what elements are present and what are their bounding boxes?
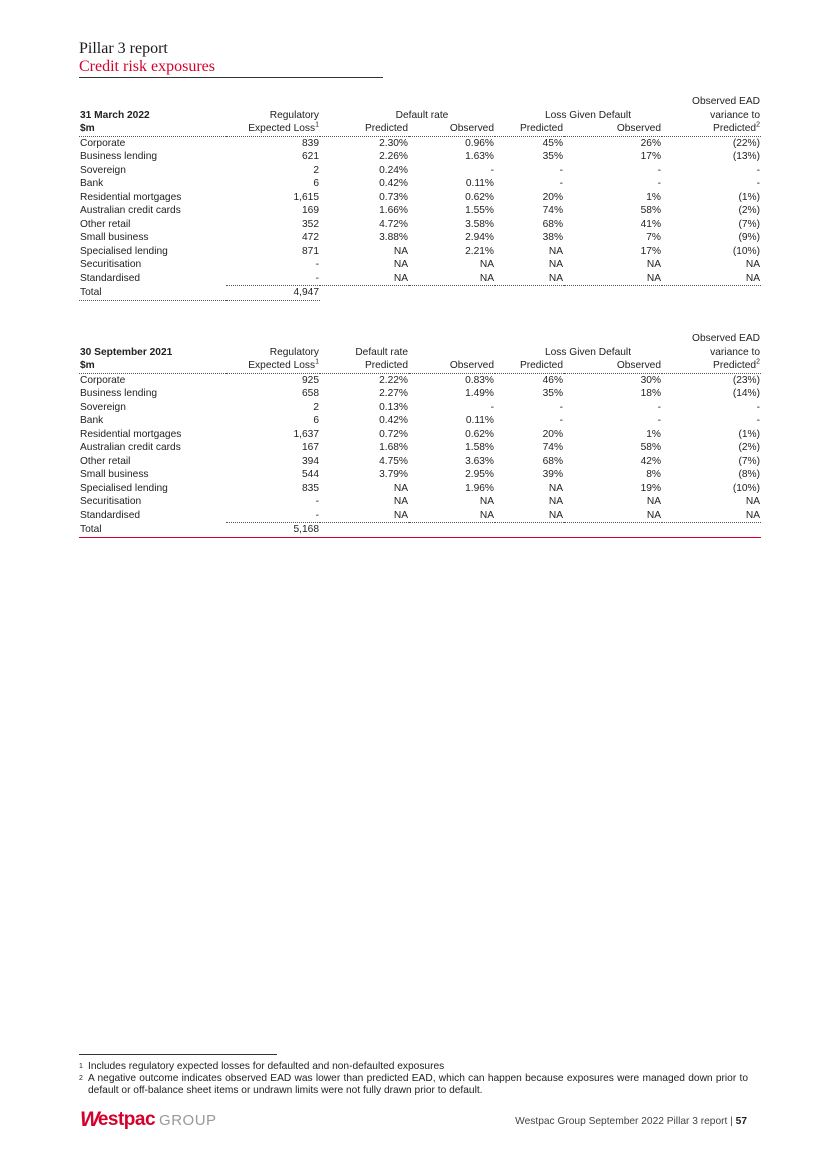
footnote-2 bbox=[79, 1073, 749, 1097]
ead-variance: (14%) bbox=[732, 388, 760, 400]
col-lgd-observed: Observed bbox=[564, 122, 662, 136]
default-rate-predicted: NA bbox=[393, 482, 408, 494]
row-label: Business lending bbox=[80, 388, 158, 400]
lgd-observed: 1% bbox=[646, 428, 661, 440]
regulatory-expected-loss: 544 bbox=[302, 469, 319, 481]
lgd-predicted: NA bbox=[548, 496, 563, 508]
default-rate-observed: - bbox=[490, 164, 494, 176]
default-rate-predicted: 0.42% bbox=[379, 415, 408, 427]
col-regulatory-bottom: Expected Loss$^1$ bbox=[226, 122, 320, 136]
regulatory-expected-loss: 871 bbox=[302, 245, 319, 257]
ead-variance: (1%) bbox=[738, 428, 760, 440]
default-rate-observed: NA bbox=[479, 259, 494, 271]
lgd-observed: 18% bbox=[640, 388, 661, 400]
row-label: Business lending bbox=[80, 151, 158, 163]
page-footer bbox=[515, 1116, 747, 1127]
table-row bbox=[79, 401, 761, 415]
group-loss-given-default: Loss Given Default bbox=[544, 346, 632, 358]
lgd-observed: NA bbox=[564, 272, 662, 286]
regulatory-expected-loss: 1,637 bbox=[293, 428, 319, 440]
lgd-predicted: - bbox=[559, 178, 563, 190]
regulatory-expected-loss: 925 bbox=[302, 374, 319, 386]
col-regulatory-top: Regulatory bbox=[269, 346, 319, 358]
lgd-observed: 8% bbox=[646, 469, 661, 481]
logo-group-word: GROUP bbox=[159, 1111, 217, 1129]
default-rate-predicted: 0.72% bbox=[379, 428, 408, 440]
table-row bbox=[79, 218, 761, 232]
lgd-observed: 17% bbox=[640, 245, 661, 257]
westpac-group-logo bbox=[80, 1110, 217, 1130]
lgd-observed: 19% bbox=[640, 482, 661, 494]
total-row bbox=[79, 523, 761, 538]
col-ead-mid: variance to bbox=[710, 346, 760, 358]
lgd-predicted: 35% bbox=[542, 151, 563, 163]
total-value: 5,168 bbox=[226, 523, 320, 538]
row-label: Corporate bbox=[80, 137, 126, 149]
row-label: Small business bbox=[80, 232, 149, 244]
default-rate-predicted: NA bbox=[393, 259, 408, 271]
default-rate-observed: 0.83% bbox=[465, 374, 494, 386]
total-label: Total bbox=[79, 523, 226, 538]
logo-brand: estpac bbox=[97, 1109, 156, 1130]
default-rate-observed: 0.62% bbox=[465, 428, 494, 440]
lgd-predicted: 74% bbox=[542, 442, 563, 454]
lgd-observed: NA bbox=[564, 509, 662, 523]
row-label: Specialised lending bbox=[80, 245, 168, 257]
lgd-predicted: NA bbox=[548, 482, 563, 494]
row-label: Bank bbox=[80, 415, 104, 427]
default-rate-predicted: NA bbox=[393, 496, 408, 508]
footnote-divider bbox=[79, 1054, 277, 1055]
row-label: Australian credit cards bbox=[80, 205, 181, 217]
lgd-predicted: 39% bbox=[542, 469, 563, 481]
lgd-predicted: NA bbox=[495, 509, 564, 523]
default-rate-observed: - bbox=[490, 401, 494, 413]
table-row bbox=[79, 258, 761, 272]
regulatory-expected-loss: - bbox=[226, 509, 320, 523]
row-label: Australian credit cards bbox=[80, 442, 181, 454]
ead-variance: (7%) bbox=[738, 218, 760, 230]
credit-risk-table-sep-2021 bbox=[79, 332, 761, 538]
default-rate-predicted: 4.75% bbox=[379, 455, 408, 467]
col-lgd-observed: Observed bbox=[564, 359, 662, 373]
row-label: Small business bbox=[80, 469, 149, 481]
footnote-number: 2 bbox=[79, 1075, 83, 1082]
table-row bbox=[79, 509, 761, 523]
col-default-predicted: Predicted bbox=[320, 359, 409, 373]
lgd-predicted: 35% bbox=[542, 388, 563, 400]
ead-variance: - bbox=[756, 164, 760, 176]
table-row bbox=[79, 191, 761, 205]
default-rate-predicted: 0.42% bbox=[379, 178, 408, 190]
lgd-observed: 42% bbox=[640, 455, 661, 467]
lgd-predicted: - bbox=[559, 401, 563, 413]
group-loss-given-default: Loss Given Default bbox=[544, 109, 632, 121]
regulatory-expected-loss: - bbox=[226, 272, 320, 286]
lgd-observed: 58% bbox=[640, 205, 661, 217]
table-row bbox=[79, 272, 761, 286]
table-row bbox=[79, 231, 761, 245]
default-rate-observed: 2.94% bbox=[465, 232, 494, 244]
section-title: Credit risk exposures bbox=[79, 58, 383, 78]
col-regulatory-bottom: Expected Loss$^1$ bbox=[226, 359, 320, 373]
default-rate-predicted: 2.26% bbox=[379, 151, 408, 163]
table-row bbox=[79, 204, 761, 218]
row-label: Securitisation bbox=[80, 259, 142, 271]
lgd-observed: - bbox=[657, 178, 661, 190]
regulatory-expected-loss: 1,615 bbox=[293, 191, 319, 203]
table-row bbox=[79, 428, 761, 442]
total-value: 4,947 bbox=[226, 286, 320, 301]
lgd-predicted: 38% bbox=[542, 232, 563, 244]
page-header bbox=[79, 40, 383, 78]
lgd-predicted: 68% bbox=[542, 455, 563, 467]
report-title: Pillar 3 report bbox=[79, 40, 168, 57]
lgd-observed: 7% bbox=[646, 232, 661, 244]
table-row bbox=[79, 455, 761, 469]
ead-variance: (8%) bbox=[738, 469, 760, 481]
default-rate-predicted: NA bbox=[320, 272, 409, 286]
regulatory-expected-loss: 839 bbox=[302, 137, 319, 149]
default-rate-observed: NA bbox=[409, 509, 495, 523]
table-header-row-1 bbox=[79, 332, 761, 346]
table-header-row-3 bbox=[79, 122, 761, 136]
default-rate-observed: 1.63% bbox=[465, 151, 494, 163]
col-ead-mid: variance to bbox=[710, 109, 760, 121]
regulatory-expected-loss: - bbox=[315, 496, 319, 508]
lgd-observed: - bbox=[657, 164, 661, 176]
lgd-observed: 30% bbox=[640, 374, 661, 386]
ead-variance: (23%) bbox=[732, 374, 760, 386]
table-row bbox=[79, 245, 761, 259]
lgd-predicted: NA bbox=[548, 245, 563, 257]
period-label: 30 September 2021 bbox=[80, 346, 173, 358]
table-header-row-3 bbox=[79, 359, 761, 373]
ead-variance: - bbox=[756, 178, 760, 190]
default-rate-predicted: 3.88% bbox=[379, 232, 408, 244]
period-label: 31 March 2022 bbox=[80, 109, 150, 121]
ead-variance: (2%) bbox=[738, 205, 760, 217]
table-header-row-1 bbox=[79, 95, 761, 109]
ead-variance: (2%) bbox=[738, 442, 760, 454]
regulatory-expected-loss: 2 bbox=[313, 164, 319, 176]
regulatory-expected-loss: 835 bbox=[302, 482, 319, 494]
default-rate-observed: 0.11% bbox=[465, 178, 494, 190]
default-rate-observed: 0.62% bbox=[465, 191, 494, 203]
ead-variance: (10%) bbox=[732, 482, 760, 494]
default-rate-observed: 0.11% bbox=[465, 415, 494, 427]
table-header-row-2 bbox=[79, 346, 761, 360]
regulatory-expected-loss: 2 bbox=[313, 401, 319, 413]
ead-variance: (22%) bbox=[732, 137, 760, 149]
lgd-predicted: 20% bbox=[542, 191, 563, 203]
regulatory-expected-loss: 352 bbox=[302, 218, 319, 230]
ead-variance: - bbox=[756, 401, 760, 413]
total-row bbox=[79, 286, 761, 301]
default-rate-observed: NA bbox=[409, 272, 495, 286]
ead-variance: (13%) bbox=[732, 151, 760, 163]
default-rate-observed: 2.95% bbox=[465, 469, 494, 481]
regulatory-expected-loss: 621 bbox=[302, 151, 319, 163]
default-rate-observed: 3.63% bbox=[465, 455, 494, 467]
table-row bbox=[79, 373, 761, 387]
row-label: Bank bbox=[80, 178, 104, 190]
lgd-predicted: 74% bbox=[542, 205, 563, 217]
lgd-predicted: 46% bbox=[542, 374, 563, 386]
row-label: Other retail bbox=[80, 455, 131, 467]
default-rate-predicted: 1.66% bbox=[379, 205, 408, 217]
group-default-rate: Default rate bbox=[395, 109, 449, 121]
row-label: Residential mortgages bbox=[80, 191, 182, 203]
table-row bbox=[79, 482, 761, 496]
ead-variance: (10%) bbox=[732, 245, 760, 257]
footnote-number: 1 bbox=[79, 1063, 83, 1070]
table-row bbox=[79, 150, 761, 164]
lgd-predicted: 20% bbox=[542, 428, 563, 440]
col-ead-top: Observed EAD bbox=[692, 96, 760, 108]
footnote-text: A negative outcome indicates observed EAD was lower than predicted EAD, which can happen because exposures were managed down prior to default or off-balance sheet items or undrawn limits were not fully drawn prior to default. bbox=[88, 1073, 748, 1096]
total-label: Total bbox=[79, 286, 226, 301]
default-rate-predicted: 3.79% bbox=[379, 469, 408, 481]
default-rate-predicted: 4.72% bbox=[379, 218, 408, 230]
col-ead-bottom: Predicted$^2$ bbox=[662, 122, 761, 136]
lgd-observed: 41% bbox=[640, 218, 661, 230]
default-rate-observed: NA bbox=[479, 496, 494, 508]
col-lgd-predicted: Predicted bbox=[495, 122, 564, 136]
default-rate-observed: 0.96% bbox=[465, 137, 494, 149]
row-label: Securitisation bbox=[80, 496, 142, 508]
col-default-predicted: Predicted bbox=[320, 122, 409, 136]
table-row bbox=[79, 414, 761, 428]
unit-label: $m bbox=[79, 122, 226, 136]
logo-mark: W bbox=[80, 1108, 98, 1131]
lgd-observed: 26% bbox=[640, 137, 661, 149]
group-default-rate: Default rate bbox=[355, 346, 408, 358]
table-row bbox=[79, 177, 761, 191]
default-rate-predicted: 0.24% bbox=[379, 164, 408, 176]
lgd-observed: 17% bbox=[640, 151, 661, 163]
row-label: Residential mortgages bbox=[80, 428, 182, 440]
regulatory-expected-loss: 658 bbox=[302, 388, 319, 400]
col-lgd-predicted: Predicted bbox=[495, 359, 564, 373]
default-rate-observed: 1.49% bbox=[465, 388, 494, 400]
regulatory-expected-loss: 6 bbox=[313, 415, 319, 427]
lgd-predicted: NA bbox=[548, 259, 563, 271]
regulatory-expected-loss: 169 bbox=[302, 205, 319, 217]
footnote-text: Includes regulatory expected losses for defaulted and non-defaulted exposures bbox=[88, 1061, 445, 1072]
row-label: Specialised lending bbox=[80, 482, 168, 494]
regulatory-expected-loss: 6 bbox=[313, 178, 319, 190]
default-rate-predicted: NA bbox=[393, 245, 408, 257]
table-header-row-2 bbox=[79, 109, 761, 123]
lgd-predicted: 68% bbox=[542, 218, 563, 230]
footer-text: Westpac Group September 2022 Pillar 3 report | bbox=[515, 1116, 733, 1127]
row-label: Sovereign bbox=[80, 164, 126, 176]
footnote-1 bbox=[79, 1061, 749, 1073]
default-rate-observed: 1.55% bbox=[465, 205, 494, 217]
default-rate-predicted: 1.68% bbox=[379, 442, 408, 454]
ead-variance: NA bbox=[745, 259, 760, 271]
col-ead-top: Observed EAD bbox=[692, 333, 760, 345]
table-row bbox=[79, 136, 761, 150]
table-row bbox=[79, 441, 761, 455]
table-row bbox=[79, 468, 761, 482]
default-rate-observed: 2.21% bbox=[465, 245, 494, 257]
table-row bbox=[79, 387, 761, 401]
default-rate-predicted: 0.73% bbox=[379, 191, 408, 203]
regulatory-expected-loss: 394 bbox=[302, 455, 319, 467]
lgd-predicted: - bbox=[559, 164, 563, 176]
ead-variance: - bbox=[756, 415, 760, 427]
ead-variance: (9%) bbox=[738, 232, 760, 244]
regulatory-expected-loss: 167 bbox=[302, 442, 319, 454]
lgd-predicted: NA bbox=[495, 272, 564, 286]
row-label: Standardised bbox=[80, 510, 141, 521]
col-regulatory-top: Regulatory bbox=[269, 109, 319, 121]
row-label: Standardised bbox=[80, 273, 141, 284]
default-rate-predicted: 2.22% bbox=[379, 374, 408, 386]
row-label: Corporate bbox=[80, 374, 126, 386]
ead-variance: NA bbox=[745, 496, 760, 508]
col-default-observed: Observed bbox=[409, 359, 495, 373]
credit-risk-table-mar-2022 bbox=[79, 95, 761, 301]
regulatory-expected-loss: - bbox=[315, 259, 319, 271]
row-label: Other retail bbox=[80, 218, 131, 230]
regulatory-expected-loss: 472 bbox=[302, 232, 319, 244]
lgd-predicted: 45% bbox=[542, 137, 563, 149]
default-rate-observed: 3.58% bbox=[465, 218, 494, 230]
lgd-predicted: - bbox=[559, 415, 563, 427]
ead-variance: NA bbox=[662, 509, 761, 523]
table-row bbox=[79, 495, 761, 509]
lgd-observed: - bbox=[657, 401, 661, 413]
lgd-observed: NA bbox=[646, 259, 661, 271]
ead-variance: (1%) bbox=[738, 191, 760, 203]
unit-label: $m bbox=[79, 359, 226, 373]
ead-variance: NA bbox=[662, 272, 761, 286]
default-rate-predicted: 0.13% bbox=[379, 401, 408, 413]
ead-variance: (7%) bbox=[738, 455, 760, 467]
table-row bbox=[79, 164, 761, 178]
lgd-observed: 58% bbox=[640, 442, 661, 454]
row-label: Sovereign bbox=[80, 401, 126, 413]
col-default-observed: Observed bbox=[409, 122, 495, 136]
default-rate-predicted: 2.30% bbox=[379, 137, 408, 149]
lgd-observed: NA bbox=[646, 496, 661, 508]
default-rate-observed: 1.58% bbox=[465, 442, 494, 454]
page-number: 57 bbox=[735, 1116, 747, 1127]
col-ead-bottom: Predicted$^2$ bbox=[662, 359, 761, 373]
lgd-observed: - bbox=[657, 415, 661, 427]
lgd-observed: 1% bbox=[646, 191, 661, 203]
default-rate-predicted: NA bbox=[320, 509, 409, 523]
default-rate-observed: 1.96% bbox=[465, 482, 494, 494]
default-rate-predicted: 2.27% bbox=[379, 388, 408, 400]
